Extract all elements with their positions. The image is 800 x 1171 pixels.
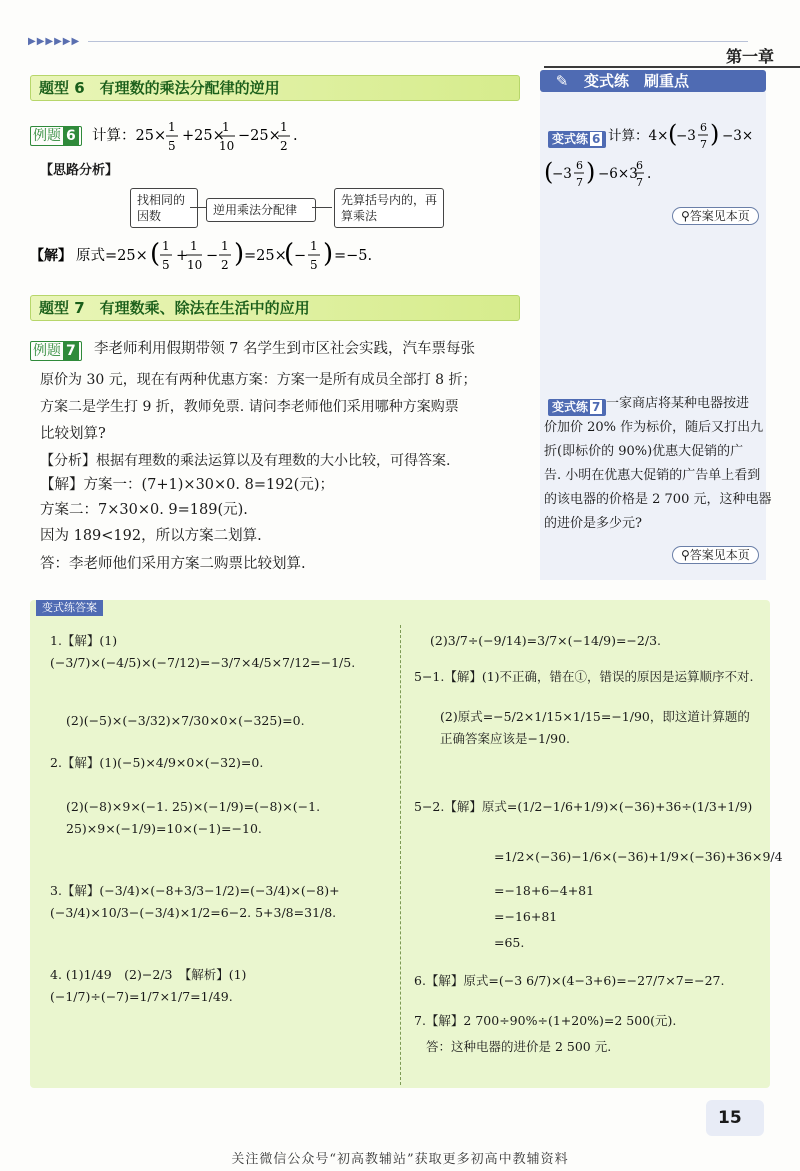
svg-text:−: −	[294, 248, 307, 264]
example7-line-2: 原价为 30 元，现在有两种优惠方案：方案一是所有成员全部打 8 折；	[40, 372, 477, 388]
svg-text:−3: −3	[552, 166, 572, 182]
svg-text:10: 10	[219, 139, 235, 153]
answers-tag: 变式练答案	[36, 600, 103, 616]
type7-banner: 题型 7 有理数乘、除法在生活中的应用	[30, 295, 520, 321]
side-ex6-answer-ref[interactable]: ⚲答案见本页	[672, 205, 759, 224]
answer-6: 6.【解】原式=(−3 6/7)×(4−3+6)=−27/7×7=−27.	[414, 973, 725, 988]
svg-text:计算：4×: 计算：4×	[608, 128, 669, 144]
svg-text:.: .	[293, 128, 298, 144]
svg-text:【解】: 【解】	[30, 248, 72, 264]
svg-text:7: 7	[576, 176, 583, 189]
example7-line-3: 方案二是学生打 9 折，教师免票. 请问李老师他们采用哪种方案购票	[40, 399, 459, 415]
flow-step-1: 找相同的因数	[130, 188, 198, 228]
answer-5-1-2: (2)原式=−5/2×1/15×1/15=−1/90，即这道计算题的正确答案应该是−1/90.	[440, 709, 750, 746]
answer-1-1: 1.【解】(1)(−3/7)×(−4/5)×(−7/12)=−3/7×4/5×7/12=−1/5.	[50, 633, 356, 670]
svg-text:1: 1	[222, 120, 230, 134]
svg-text:2: 2	[280, 139, 288, 153]
side-ex6-problem	[544, 116, 766, 196]
header-rule	[88, 41, 748, 42]
analysis-label: 【思路分析】	[40, 163, 119, 178]
svg-text:2: 2	[221, 258, 229, 272]
answer-4: 4. (1)1/49 (2)−2/3 【解析】(1)(−1/7)÷(−7)=1/7×1/7=1/49.	[50, 967, 247, 1004]
svg-text:1: 1	[280, 120, 288, 134]
side-ex7-line-6: 的进价是多少元?	[544, 516, 642, 531]
svg-text:计算：25×: 计算：25×	[92, 128, 167, 144]
answers-divider	[400, 625, 401, 1085]
svg-text:7: 7	[636, 176, 643, 189]
example6-problem	[92, 112, 352, 162]
example7-plan1: 【解】方案一：(7+1)×30×0. 8=192(元)；	[40, 477, 334, 493]
example6-solution	[30, 232, 410, 282]
flow-step-2: 逆用乘法分配律	[206, 198, 316, 222]
svg-text:6: 6	[576, 159, 583, 172]
answer-4-2: (2)3/7÷(−9/14)=3/7×(−14/9)=−2/3.	[430, 633, 661, 648]
side-ex7-line-5: 的该电器的价格是 2 700 元，这种电器	[544, 492, 772, 507]
answer-5-2-5: =65.	[494, 935, 525, 950]
page-number: 15	[718, 1108, 742, 1128]
svg-text:−3×: −3×	[722, 128, 754, 144]
key-icon: ⚲	[681, 209, 690, 223]
svg-text:+: +	[176, 248, 189, 264]
answer-5-2-1: 5−2.【解】原式=(1/2−1/6+1/9)×(−36)+36÷(1/3+1/9)	[414, 799, 753, 814]
svg-text:+25×: +25×	[182, 128, 225, 144]
side-ex7-line-2: 价加价 20% 作为标价，随后又打出九	[544, 420, 764, 435]
svg-text:−: −	[206, 248, 219, 264]
reader-icon: ✎	[555, 72, 569, 90]
svg-text:−6×3: −6×3	[598, 166, 638, 182]
chapter-title: 第一章	[725, 47, 774, 66]
example7-tag: 例题 7	[30, 340, 82, 361]
example7-line-1: 李老师利用假期带领 7 名学生到市区社会实践，汽车票每张	[94, 341, 475, 357]
answer-7-1: 7.【解】2 700÷90%÷(1+20%)=2 500(元).	[414, 1013, 677, 1028]
header-arrows: ▶▶▶▶▶▶	[28, 36, 81, 47]
svg-text:6: 6	[636, 159, 643, 172]
svg-text:5: 5	[168, 139, 176, 153]
svg-text:−25×: −25×	[238, 128, 281, 144]
svg-text:=25×: =25×	[244, 248, 287, 264]
side-ex7-tag: 变式练 7	[548, 396, 606, 416]
svg-text:1: 1	[162, 239, 170, 253]
svg-text:1: 1	[221, 239, 229, 253]
svg-text:−3: −3	[676, 128, 696, 144]
svg-text:5: 5	[162, 258, 170, 272]
svg-text:(: (	[150, 239, 161, 269]
svg-text:): )	[710, 120, 720, 148]
type6-banner: 题型 6 有理数的乘法分配律的逆用	[30, 75, 520, 101]
svg-text:10: 10	[187, 258, 203, 272]
svg-text:): )	[234, 239, 245, 269]
example7-answer: 答：李老师他们采用方案二购票比较划算.	[40, 556, 306, 572]
svg-text:6: 6	[700, 121, 707, 134]
svg-text:7: 7	[700, 138, 707, 151]
flow-arrow-1	[190, 207, 206, 208]
chapter-underline	[544, 66, 800, 68]
example7-plan2: 方案二：7×30×0. 9=189(元).	[40, 502, 248, 518]
flow-step-3: 先算括号内的，再算乘法	[334, 188, 444, 228]
svg-text:(: (	[284, 239, 295, 269]
answer-5-2-3: =−18+6−4+81	[494, 883, 595, 898]
svg-text:1: 1	[310, 239, 318, 253]
footer-note: 关注微信公众号“初高教辅站”获取更多初高中教辅资料	[231, 1152, 569, 1167]
svg-text:): )	[323, 239, 334, 269]
flow-arrow-2	[312, 207, 332, 208]
answer-5-2-2: =1/2×(−36)−1/6×(−36)+1/9×(−36)+36×9/4	[494, 849, 783, 864]
answer-2-1: 2.【解】(1)(−5)×4/9×0×(−32)=0.	[50, 755, 264, 770]
answer-5-1-1: 5−1.【解】(1)不正确，错在①，错误的原因是运算顺序不对.	[414, 669, 754, 684]
svg-text:): )	[586, 158, 596, 186]
side-ex6-tag: 变式练 6	[548, 128, 606, 148]
example7-compare: 因为 189<192，所以方案二划算.	[40, 528, 262, 544]
example7-analysis: 【分析】根据有理数的乘法运算以及有理数的大小比较，可得答案.	[40, 453, 451, 469]
answer-5-2-4: =−16+81	[494, 909, 558, 924]
svg-text:=−5.: =−5.	[334, 248, 373, 264]
answer-2-2: (2)(−8)×9×(−1. 25)×(−1/9)=(−8)×(−1. 25)×9×(−1/9)=10×(−1)=−10.	[66, 799, 321, 836]
answer-7-2: 答：这种电器的进价是 2 500 元.	[426, 1039, 612, 1054]
svg-text:5: 5	[310, 258, 318, 272]
svg-text:.: .	[647, 166, 652, 182]
side-ex7-line-3: 折(即标价的 90%)优惠大促销的广	[544, 444, 744, 459]
answer-1-2: (2)(−5)×(−3/32)×7/30×0×(−325)=0.	[66, 713, 305, 728]
answer-3: 3.【解】(−3/4)×(−8+3/3−1/2)=(−3/4)×(−8)+(−3/4)×10/3−(−3/4)×1/2=6−2. 5+3/8=31/8.	[50, 883, 340, 920]
side-ex7-line-4: 告. 小明在优惠大促销的广告单上看到	[544, 468, 761, 483]
side-ex7-answer-ref[interactable]: ⚲答案见本页	[672, 544, 759, 563]
side-panel-title: ✎ 变式练 刷重点	[540, 70, 766, 92]
example7-line-4: 比较划算?	[40, 426, 106, 442]
svg-text:(: (	[544, 158, 554, 186]
key-icon: ⚲	[681, 548, 690, 562]
example6-tag: 例题 6	[30, 125, 82, 146]
svg-text:(: (	[668, 120, 678, 148]
svg-text:1: 1	[168, 120, 176, 134]
svg-text:1: 1	[190, 239, 198, 253]
svg-text:原式=25×: 原式=25×	[76, 248, 148, 264]
side-ex7-line-1: 一家商店将某种电器按进	[606, 396, 750, 411]
